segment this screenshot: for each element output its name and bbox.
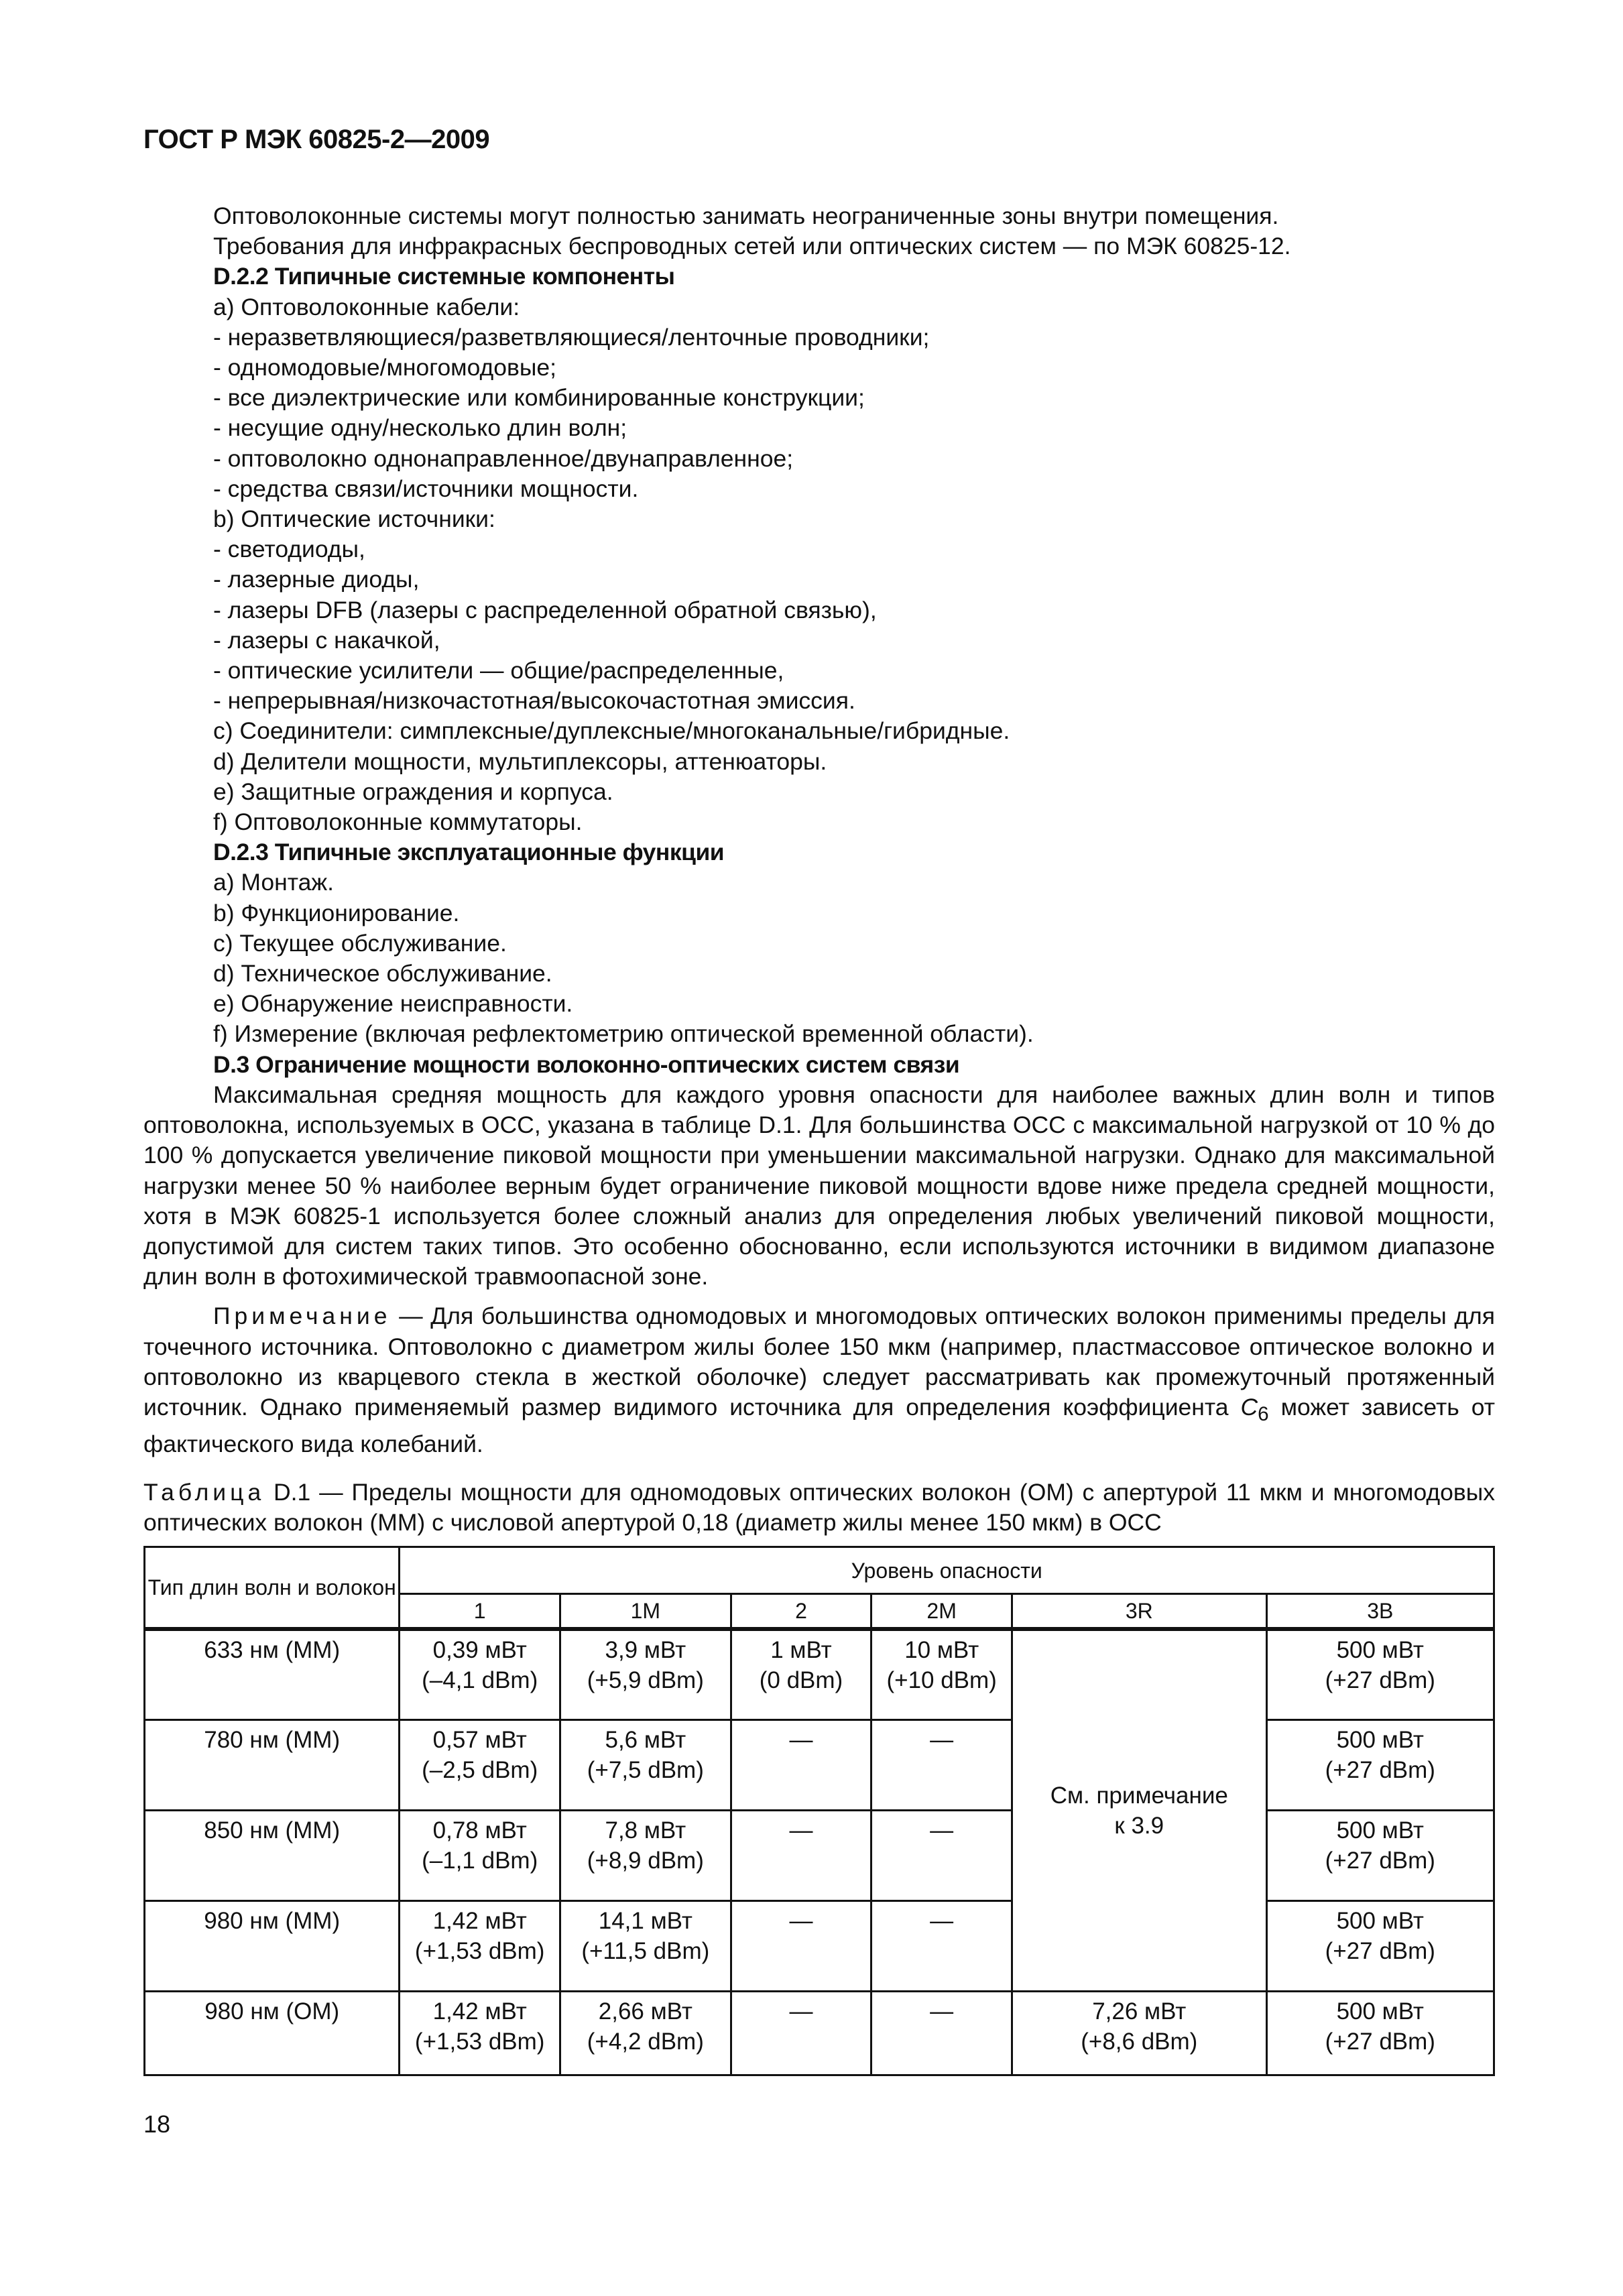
- cell-level-2m: [871, 1629, 1012, 1719]
- page-number: 18: [143, 2110, 171, 2138]
- table-caption-text: D.1 — Пределы мощности для одномодовых оптических волокон (ОМ) с апертурой 11 мкм и многомодовых оптических волокон (ММ) с числовой апертурой 0,18 (диаметр жилы менее 150 мкм) в ОСС: [143, 1479, 1495, 1536]
- list-item: - несущие одну/несколько длин волн;: [213, 414, 627, 442]
- cell-value: —: [789, 1726, 813, 1753]
- cell-level-1: [400, 1629, 560, 1719]
- list-item: - средства связи/источники мощности.: [213, 475, 639, 502]
- cell-value: 3,9 мВт: [605, 1637, 686, 1663]
- table-row: [145, 1719, 1494, 1810]
- cell-value: 500 мВт: [1336, 1726, 1424, 1753]
- list-item: а) Оптоволоконные кабели:: [213, 293, 520, 320]
- note-variable: С: [1240, 1393, 1258, 1421]
- cell-value-dbm: (+5,9 dBm): [587, 1667, 704, 1693]
- document-header: ГОСТ Р МЭК 60825-2—2009: [143, 125, 490, 154]
- col-header-type: Тип длин волн и волокон: [145, 1547, 400, 1630]
- paragraph: Оптоволоконные системы могут полностью занимать неограниченные зоны внутри помещения.: [213, 202, 1279, 229]
- cell-value-dbm: (+27 dBm): [1325, 1937, 1435, 1964]
- body-text: [143, 201, 1495, 1459]
- cell-level-2m: [871, 1810, 1012, 1900]
- cell-value: —: [789, 1998, 813, 2025]
- cell-type: 780 нм (ММ): [145, 1719, 400, 1810]
- cell-level-1: [400, 1810, 560, 1900]
- list-item: - неразветвляющиеся/разветвляющиеся/ленточные проводники;: [213, 323, 930, 351]
- cell-value-dbm: (–4,1 dBm): [422, 1667, 538, 1693]
- list-item: - оптоволокно однонаправленное/двунаправленное;: [213, 444, 794, 472]
- cell-value-dbm: (+27 dBm): [1325, 1667, 1435, 1693]
- note-text: — Для большинства одномодовых и многомодовых оптических волокон применимы пределы для точечного источника. Оптоволокно с диаметром жилы более 150 мкм (например, пластмассовое оптическое волокно и оптоволокно из кварцевого стекла в жесткой оболочке) следует рассматривать как промежуточный протяженный источник. Однако применяемый размер видимого источника для определения коэффициента: [143, 1303, 1495, 1421]
- list-item: - светодиоды,: [213, 536, 365, 563]
- list-item: - непрерывная/низкочастотная/высокочастотная эмиссия.: [213, 687, 855, 715]
- cell-level-3b: [1266, 1900, 1494, 1991]
- cell-value: 5,6 мВт: [605, 1726, 686, 1753]
- list-item: с) Текущее обслуживание.: [213, 929, 507, 957]
- cell-value: 10 мВт: [904, 1637, 979, 1663]
- cell-level-2: [731, 1991, 871, 2075]
- paragraph: Максимальная средняя мощность для каждого уровня опасности для наиболее важных длин волн и типов оптоволокна, используемых в ОСС, указана в таблице D.1. Для большинства ОСС с максимальной нагрузкой от 10 % до 100 % допускается увеличение пиковой мощности при уменьшении максимальной нагрузки. Однако для максимальной нагрузки менее 50 % наиболее верным будет ограничение пиковой мощности вдове ниже предела средней мощности, хотя в МЭК 60825-1 используется более сложный анализ для определения любых увеличений пиковой мощности, допустимой для систем таких типов. Это особенно обоснованно, если используются источники в видимом диапазоне длин волн в фотохимической травмоопасной зоне.: [143, 1081, 1495, 1290]
- list-item: а) Монтаж.: [213, 869, 334, 896]
- cell-value: 0,57 мВт: [432, 1726, 527, 1753]
- section-heading: D.3 Ограничение мощности волоконно-оптических систем связи: [213, 1050, 960, 1078]
- cell-value-dbm: (+8,6 dBm): [1081, 2028, 1198, 2055]
- cell-value: 0,78 мВт: [432, 1817, 527, 1844]
- cell-value: —: [930, 1726, 954, 1753]
- cell-level-1: [400, 1991, 560, 2075]
- list-item: b) Оптические источники:: [213, 505, 495, 533]
- cell-value-dbm: (+11,5 dBm): [581, 1937, 710, 1964]
- cell-type: 850 нм (ММ): [145, 1810, 400, 1900]
- cell-value-dbm: (+7,5 dBm): [587, 1756, 704, 1783]
- cell-value: —: [789, 1907, 813, 1934]
- cell-level-2m: [871, 1991, 1012, 2075]
- list-item: с) Соединители: симплексные/дуплексные/многоканальные/гибридные.: [213, 717, 1010, 745]
- list-item: - лазерные диоды,: [213, 566, 420, 593]
- cell-value: 14,1 мВт: [598, 1907, 693, 1934]
- cell-value: 2,66 мВт: [598, 1998, 693, 2025]
- paragraph: Требования для инфракрасных беспроводных сетей или оптических систем — по МЭК 60825-12.: [213, 233, 1291, 260]
- col-header-level-2m: 2M: [871, 1594, 1012, 1630]
- cell-level-2: [731, 1810, 871, 1900]
- cell-level-1m: [560, 1991, 731, 2075]
- cell-level-2: [731, 1629, 871, 1719]
- cell-value: 500 мВт: [1336, 1817, 1424, 1844]
- cell-value-dbm: (+27 dBm): [1325, 2028, 1435, 2055]
- cell-value: 500 мВт: [1336, 1998, 1424, 2025]
- cell-note-line: См. примечание: [1050, 1782, 1228, 1809]
- cell-value-dbm: (–1,1 dBm): [422, 1847, 538, 1874]
- table-row: [145, 1810, 1494, 1900]
- cell-type: 980 нм (ОМ): [145, 1991, 400, 2075]
- cell-value: 1,42 мВт: [432, 1998, 527, 2025]
- cell-value: 7,8 мВт: [605, 1817, 686, 1844]
- cell-value-dbm: (+27 dBm): [1325, 1847, 1435, 1874]
- note-label: Примечание: [213, 1303, 392, 1330]
- cell-level-1m: [560, 1810, 731, 1900]
- cell-level-1m: [560, 1900, 731, 1991]
- list-item: f) Оптоволоконные коммутаторы.: [213, 808, 583, 836]
- cell-level-3b: [1266, 1810, 1494, 1900]
- list-item: - лазеры DFB (лазеры с распределенной обратной связью),: [213, 596, 877, 623]
- list-item: е) Обнаружение неисправности.: [213, 990, 573, 1018]
- cell-value-dbm: (+1,53 dBm): [414, 2028, 545, 2055]
- col-header-level-3r: 3R: [1012, 1594, 1267, 1630]
- cell-value-dbm: (+4,2 dBm): [587, 2028, 704, 2055]
- col-header-level-1m: 1M: [560, 1594, 731, 1630]
- cell-level-3r-note: [1012, 1629, 1267, 1991]
- cell-level-2: [731, 1900, 871, 1991]
- table-row: [145, 1900, 1494, 1991]
- cell-value: —: [930, 1998, 954, 2025]
- cell-value: 7,26 мВт: [1092, 1998, 1187, 2025]
- cell-value: 1,42 мВт: [432, 1907, 527, 1934]
- list-item: d) Техническое обслуживание.: [213, 960, 552, 987]
- cell-value-dbm: (–2,5 dBm): [422, 1756, 538, 1783]
- cell-level-3b: [1266, 1991, 1494, 2075]
- cell-type: 633 нм (ММ): [145, 1629, 400, 1719]
- cell-level-1m: [560, 1719, 731, 1810]
- cell-level-2: [731, 1719, 871, 1810]
- table-caption: [143, 1477, 1495, 1538]
- col-header-hazard: Уровень опасности: [400, 1547, 1494, 1594]
- col-header-level-1: 1: [400, 1594, 560, 1630]
- cell-level-1: [400, 1900, 560, 1991]
- list-item: - одномодовые/многомодовые;: [213, 354, 556, 381]
- cell-level-3r: [1012, 1991, 1267, 2075]
- power-limits-table: [143, 1546, 1495, 2076]
- cell-note-line: к 3.9: [1114, 1812, 1164, 1839]
- list-item: - оптические усилители — общие/распределенные,: [213, 657, 784, 684]
- cell-value-dbm: (+8,9 dBm): [587, 1847, 704, 1874]
- table-caption-label: Таблица: [143, 1479, 265, 1506]
- cell-value-dbm: (+1,53 dBm): [414, 1937, 545, 1964]
- cell-value: —: [930, 1817, 954, 1844]
- note-paragraph: [143, 1301, 1495, 1459]
- cell-level-2m: [871, 1719, 1012, 1810]
- cell-value: —: [930, 1907, 954, 1934]
- note-subscript: 6: [1258, 1403, 1269, 1426]
- cell-level-1m: [560, 1629, 731, 1719]
- note-text-end: может зависеть от фактического вида колебаний.: [143, 1393, 1495, 1458]
- list-item: f) Измерение (включая рефлектометрию оптической временной области).: [213, 1020, 1034, 1048]
- cell-type: 980 нм (ММ): [145, 1900, 400, 1991]
- cell-level-1: [400, 1719, 560, 1810]
- col-header-level-3b: 3B: [1266, 1594, 1494, 1630]
- cell-value: 0,39 мВт: [432, 1637, 527, 1663]
- table-row: [145, 1991, 1494, 2075]
- cell-value: 500 мВт: [1336, 1907, 1424, 1934]
- col-header-level-2: 2: [731, 1594, 871, 1630]
- section-heading: D.2.3 Типичные эксплуатационные функции: [213, 839, 725, 866]
- cell-level-3b: [1266, 1629, 1494, 1719]
- list-item: - все диэлектрические или комбинированные конструкции;: [213, 384, 865, 412]
- list-item: d) Делители мощности, мультиплексоры, аттенюаторы.: [213, 747, 827, 775]
- cell-value: 500 мВт: [1336, 1637, 1424, 1663]
- cell-value-dbm: (0 dBm): [759, 1667, 843, 1693]
- table-row: [145, 1629, 1494, 1719]
- list-item: е) Защитные ограждения и корпуса.: [213, 778, 613, 805]
- cell-level-3b: [1266, 1719, 1494, 1810]
- cell-value-dbm: (+27 dBm): [1325, 1756, 1435, 1783]
- cell-value: —: [789, 1817, 813, 1844]
- cell-value-dbm: (+10 dBm): [886, 1667, 997, 1693]
- section-heading: D.2.2 Типичные системные компоненты: [213, 263, 675, 290]
- list-item: b) Функционирование.: [213, 899, 460, 926]
- cell-value: 1 мВт: [770, 1637, 832, 1663]
- list-item: - лазеры с накачкой,: [213, 626, 440, 654]
- cell-level-2m: [871, 1900, 1012, 1991]
